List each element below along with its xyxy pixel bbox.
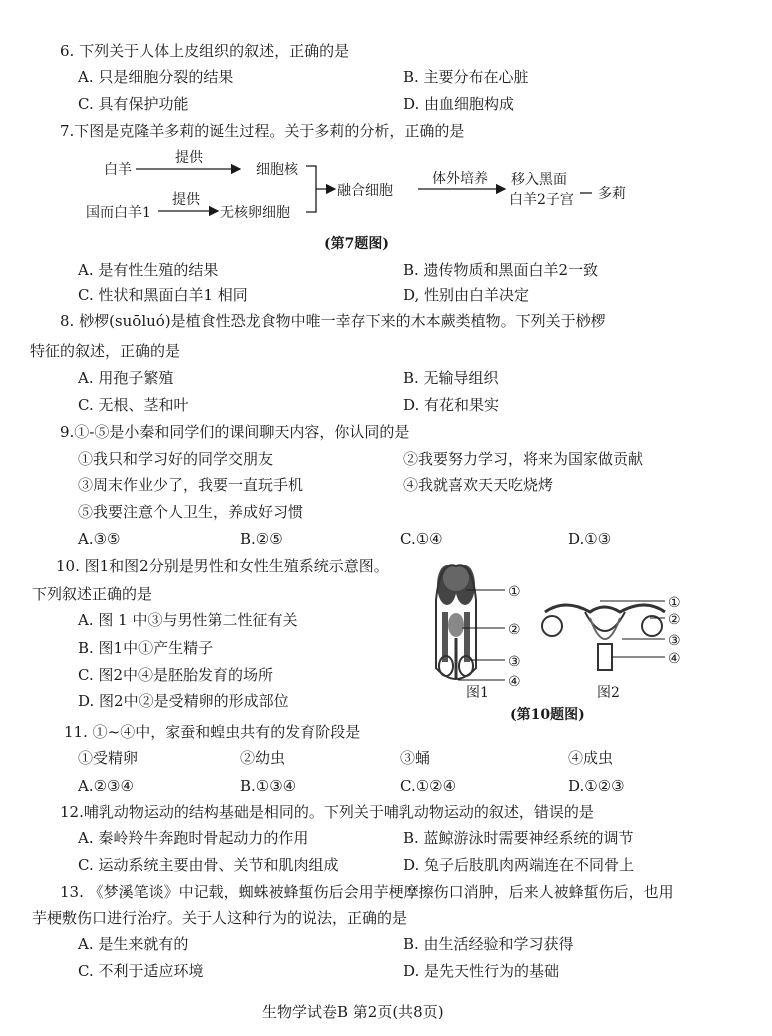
q6-option-d[interactable]: D. 由血细胞构成 (403, 95, 515, 113)
q8-option-b[interactable]: B. 无输导组织 (403, 369, 499, 387)
q9-stem: 9.①-⑤是小秦和同学们的课间聊天内容，你认同的是 (60, 423, 410, 441)
q11-option-b[interactable]: B.①③④ (240, 777, 297, 795)
q6-option-b[interactable]: B. 主要分布在心脏 (403, 68, 529, 86)
q10-fig2-label-1: ① (668, 595, 681, 611)
q7-option-c[interactable]: C. 性状和黑面白羊1 相同 (78, 286, 248, 304)
q10-fig1-label-2: ② (508, 622, 521, 638)
q9-statement-4: ④我就喜欢天天吃烧烤 (403, 476, 554, 494)
q10-fig2-female-diagram (542, 601, 665, 670)
q11-option-d[interactable]: D.①②③ (568, 777, 625, 795)
q13-stem-line-2: 芋梗敷伤口进行治疗。关于人这种行为的说法，正确的是 (32, 909, 408, 927)
q6-option-a[interactable]: A. 只是细胞分裂的结果 (78, 68, 234, 86)
q7-option-b[interactable]: B. 遗传物质和黑面白羊2一致 (403, 261, 599, 279)
q9-option-c[interactable]: C.①④ (400, 530, 443, 548)
q7-label-culture: 体外培养 (432, 171, 488, 187)
q7-option-a[interactable]: A. 是有性生殖的结果 (78, 261, 219, 279)
q7-label-white-sheep: 白羊 (104, 162, 132, 178)
q9-statement-2: ②我要努力学习，将来为国家做贡献 (403, 450, 644, 468)
q13-option-d[interactable]: D. 是先天性行为的基础 (403, 962, 560, 980)
page-footer: 生物学试卷B 第2页(共8页) (262, 1003, 444, 1021)
q7-label-sheep-1: 国而白羊1 (86, 205, 151, 221)
q13-option-a[interactable]: A. 是生来就有的 (78, 935, 189, 953)
q10-option-c[interactable]: C. 图2中④是胚胎发育的场所 (78, 666, 274, 684)
q7-label-provide-1: 提供 (175, 150, 203, 166)
q7-caption: (第7题图) (324, 236, 389, 252)
q12-stem: 12.哺乳动物运动的结构基础是相同的。下列关于哺乳动物运动的叙述，错误的是 (60, 803, 594, 821)
q12-option-c[interactable]: C. 运动系统主要由骨、关节和肌肉组成 (78, 856, 339, 874)
q9-statement-3: ③周末作业少了，我要一直玩手机 (78, 476, 304, 494)
q10-option-d[interactable]: D. 图2中②是受精卵的形成部位 (78, 692, 289, 710)
q10-fig2-title: 图2 (597, 685, 620, 701)
q11-stem: 11. ①~④中，家蚕和蝗虫共有的发育阶段是 (64, 723, 361, 741)
q12-option-a[interactable]: A. 秦岭羚牛奔跑时骨起动力的作用 (78, 829, 309, 847)
q7-label-fused-cell: 融合细胞 (337, 183, 393, 199)
q10-fig2-label-3: ③ (668, 633, 681, 649)
q8-option-c[interactable]: C. 无根、茎和叶 (78, 396, 189, 414)
q11-item-1: ①受精卵 (78, 749, 139, 767)
q10-fig1-label-1: ① (508, 584, 521, 600)
q10-caption: (第10题图) (510, 707, 585, 723)
q9-statement-5: ⑤我要注意个人卫生，养成好习惯 (78, 503, 304, 521)
q10-fig2-label-4: ④ (668, 651, 681, 667)
q7-label-implant-1: 移入黑面 (511, 172, 567, 188)
q7-label-implant-2: 白羊2子宫 (509, 192, 574, 208)
q10-fig1-label-4: ④ (508, 674, 521, 690)
q12-option-b[interactable]: B. 蓝鲸游泳时需要神经系统的调节 (403, 829, 634, 847)
q12-option-d[interactable]: D. 兔子后肢肌肉两端连在不同骨上 (403, 856, 635, 874)
q8-stem-line-2: 特征的叙述，正确的是 (30, 342, 181, 360)
q10-fig1-label-3: ③ (508, 654, 521, 670)
q13-option-b[interactable]: B. 由生活经验和学习获得 (403, 935, 574, 953)
q7-stem: 7.下图是克隆羊多莉的诞生过程。关于多莉的分析，正确的是 (60, 122, 465, 140)
q11-item-4: ④成虫 (568, 749, 614, 767)
q8-stem-line-1: 8. 桫椤(suōluó)是植食性恐龙食物中唯一幸存下来的木本蕨类植物。下列关于桫椤 (60, 312, 606, 330)
q6-option-c[interactable]: C. 具有保护功能 (78, 95, 189, 113)
q9-option-d[interactable]: D.①③ (568, 530, 612, 548)
q7-label-provide-2: 提供 (172, 192, 200, 208)
q10-fig1-male-diagram (436, 565, 505, 680)
q10-stem-line-1: 10. 图1和图2分别是男性和女性生殖系统示意图。 (56, 557, 389, 575)
q10-stem-line-2: 下列叙述正确的是 (32, 585, 153, 603)
q7-label-nucleus: 细胞核 (256, 162, 298, 178)
q13-option-c[interactable]: C. 不利于适应环境 (78, 962, 204, 980)
q11-item-2: ②幼虫 (240, 749, 286, 767)
q7-label-enucleated-egg: 无核卵细胞 (220, 205, 290, 221)
q8-option-a[interactable]: A. 用孢子繁殖 (78, 369, 174, 387)
q9-option-b[interactable]: B.②⑤ (240, 530, 283, 548)
q10-fig1-title: 图1 (466, 685, 489, 701)
q10-option-a[interactable]: A. 图 1 中③与男性第二性征有关 (78, 611, 298, 629)
q11-option-a[interactable]: A.②③④ (78, 777, 134, 795)
q7-option-d[interactable]: D, 性别由白羊决定 (403, 286, 530, 304)
q9-statement-1: ①我只和学习好的同学交朋友 (78, 450, 274, 468)
q10-option-b[interactable]: B. 图1中①产生精子 (78, 639, 214, 657)
q11-item-3: ③蛹 (400, 749, 431, 767)
q6-stem: 6. 下列关于人体上皮组织的叙述，正确的是 (60, 42, 350, 60)
q8-option-d[interactable]: D. 有花和果实 (403, 396, 500, 414)
q7-label-dolly: 多莉 (598, 186, 626, 202)
q9-option-a[interactable]: A.③⑤ (78, 530, 121, 548)
q10-fig2-label-2: ② (668, 612, 681, 628)
q11-option-c[interactable]: C.①②④ (400, 777, 457, 795)
q13-stem-line-1: 13. 《梦溪笔谈》中记载，蜘蛛被蜂蜇伤后会用芋梗摩擦伤口消肿，后来人被蜂蜇伤后，也用 (60, 883, 674, 901)
